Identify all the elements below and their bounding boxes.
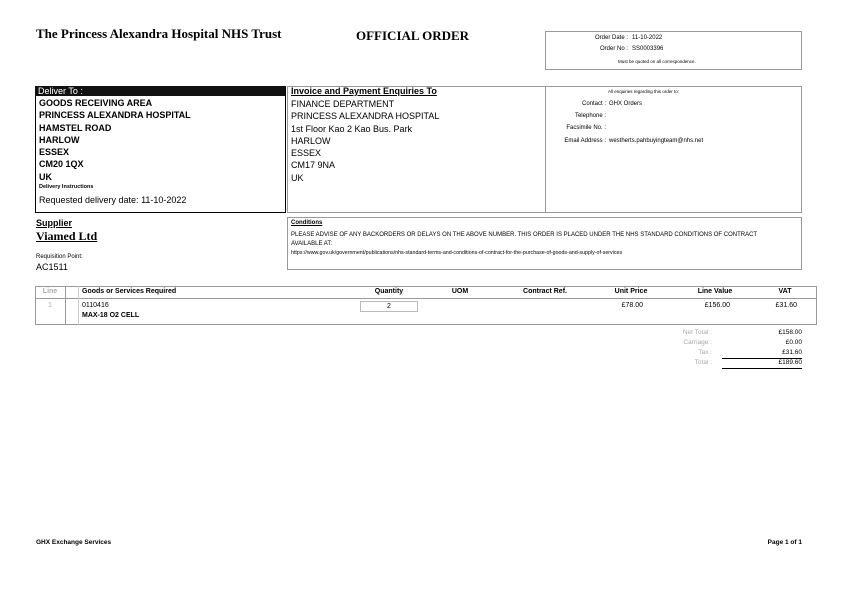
hospital-name: The Princess Alexandra Hospital NHS Trust <box>36 26 282 41</box>
col-header-line-value: Line Value <box>697 288 733 295</box>
conditions-title: Conditions <box>291 220 323 226</box>
divider <box>35 298 817 299</box>
requisition-point: AC1511 <box>36 262 68 272</box>
row-vat: £31.60 <box>775 302 797 309</box>
conditions-text: PLEASE ADVISE OF ANY BACKORDERS OR DELAYS ON THE ABOVE NUMBER. THIS ORDER IS PLACED UNDER THE NHS STANDARD CONDITIONS OF CONTRACT AVAILABLE AT: <box>291 232 757 247</box>
address-line: ESSEX <box>39 147 70 158</box>
row-unit-price: £78.00 <box>621 302 643 309</box>
row-quantity: 2 <box>360 301 418 312</box>
divider <box>78 286 79 325</box>
order-no-label: Order No : <box>599 46 628 52</box>
col-header-quantity: Quantity <box>374 288 404 295</box>
address-line: CM20 1QX <box>39 159 84 170</box>
delivery-instructions-label: Delivery Instructions <box>39 184 94 190</box>
address-line: CM17 9NA <box>291 160 336 171</box>
col-header-uom: UOM <box>451 288 469 295</box>
telephone-label: Telephone : <box>574 113 606 119</box>
address-line: UK <box>39 171 52 182</box>
row-code: 0110416 <box>82 302 109 309</box>
tax-label: Tax : <box>698 349 712 356</box>
totals <box>640 329 802 369</box>
col-header-unit-price: Unit Price <box>614 288 648 295</box>
quote-note: Must be quoted on all correspondence. <box>618 59 696 64</box>
total-label: Total : <box>694 359 712 366</box>
invoice-title: Invoice and Payment Enquiries To <box>291 86 437 96</box>
conditions-url[interactable]: https://www.gov.uk/government/publications/nhs-standard-terms-and-conditions-of-contract-for-the-purchase-of-goods-and-supply-of-services <box>291 250 623 256</box>
order-info-box <box>545 31 802 70</box>
invoice-address <box>291 98 439 184</box>
deliver-to-title: Deliver To : <box>35 86 285 96</box>
col-header-goods: Goods or Services Required <box>82 288 177 295</box>
address-line: 1st Floor Kao 2 Kao Bus. Park <box>291 123 413 134</box>
order-no: SS0003396 <box>632 46 664 52</box>
row-description: MAX-18 O2 CELL <box>82 312 140 319</box>
address-line: ESSEX <box>291 148 322 159</box>
email-value[interactable]: westherts.pahbuyingteam@nhs.net <box>609 138 704 144</box>
contact-value: GHX Orders <box>609 101 643 107</box>
address-line: HAMSTEL ROAD <box>39 122 112 133</box>
order-date: 11-10-2022 <box>632 35 663 41</box>
email-label: Email Address : <box>564 138 606 144</box>
row-line: 1 <box>48 302 52 309</box>
col-header-contract-ref: Contract Ref. <box>523 288 567 295</box>
address-line: FINANCE DEPARTMENT <box>291 99 395 109</box>
contact-label: Contact : <box>581 101 606 107</box>
grand-total: £189.60 <box>722 359 802 369</box>
divider <box>65 286 66 325</box>
col-header-line: Line <box>42 288 58 295</box>
order-date-label: Order Date : <box>594 35 628 41</box>
requisition-label: Requisition Point: <box>36 254 83 260</box>
address-line: PRINCESS ALEXANDRA HOSPITAL <box>39 110 191 121</box>
row-line-value: £156.00 <box>704 302 730 309</box>
page-number: Page 1 of 1 <box>767 539 802 546</box>
divider <box>545 86 546 213</box>
tax: £31.60 <box>722 349 802 359</box>
address-line: HARLOW <box>39 134 80 145</box>
supplier-title: Supplier <box>36 218 73 228</box>
supplier-name: Viamed Ltd <box>36 229 98 243</box>
col-header-vat: VAT <box>778 288 792 295</box>
carriage-label: Carriage : <box>683 339 712 346</box>
net-total-label: Net Total : <box>682 329 712 336</box>
document-title: OFFICIAL ORDER <box>356 28 470 43</box>
footer-left: GHX Exchange Services <box>36 539 112 546</box>
address-line: PRINCESS ALEXANDRA HOSPITAL <box>291 111 440 122</box>
fax-label: Facsimile No. : <box>566 125 606 131</box>
address-line: HARLOW <box>291 135 331 146</box>
deliver-to-address <box>39 97 191 183</box>
enquiries-heading: All enquiries regarding this order to: <box>608 89 680 94</box>
address-line: GOODS RECEIVING AREA <box>39 98 153 108</box>
delivery-instructions: Requested delivery date: 11-10-2022 <box>39 195 187 205</box>
address-line: UK <box>291 172 304 183</box>
net-total: £158.00 <box>778 329 802 336</box>
carriage: £0.00 <box>785 339 802 346</box>
